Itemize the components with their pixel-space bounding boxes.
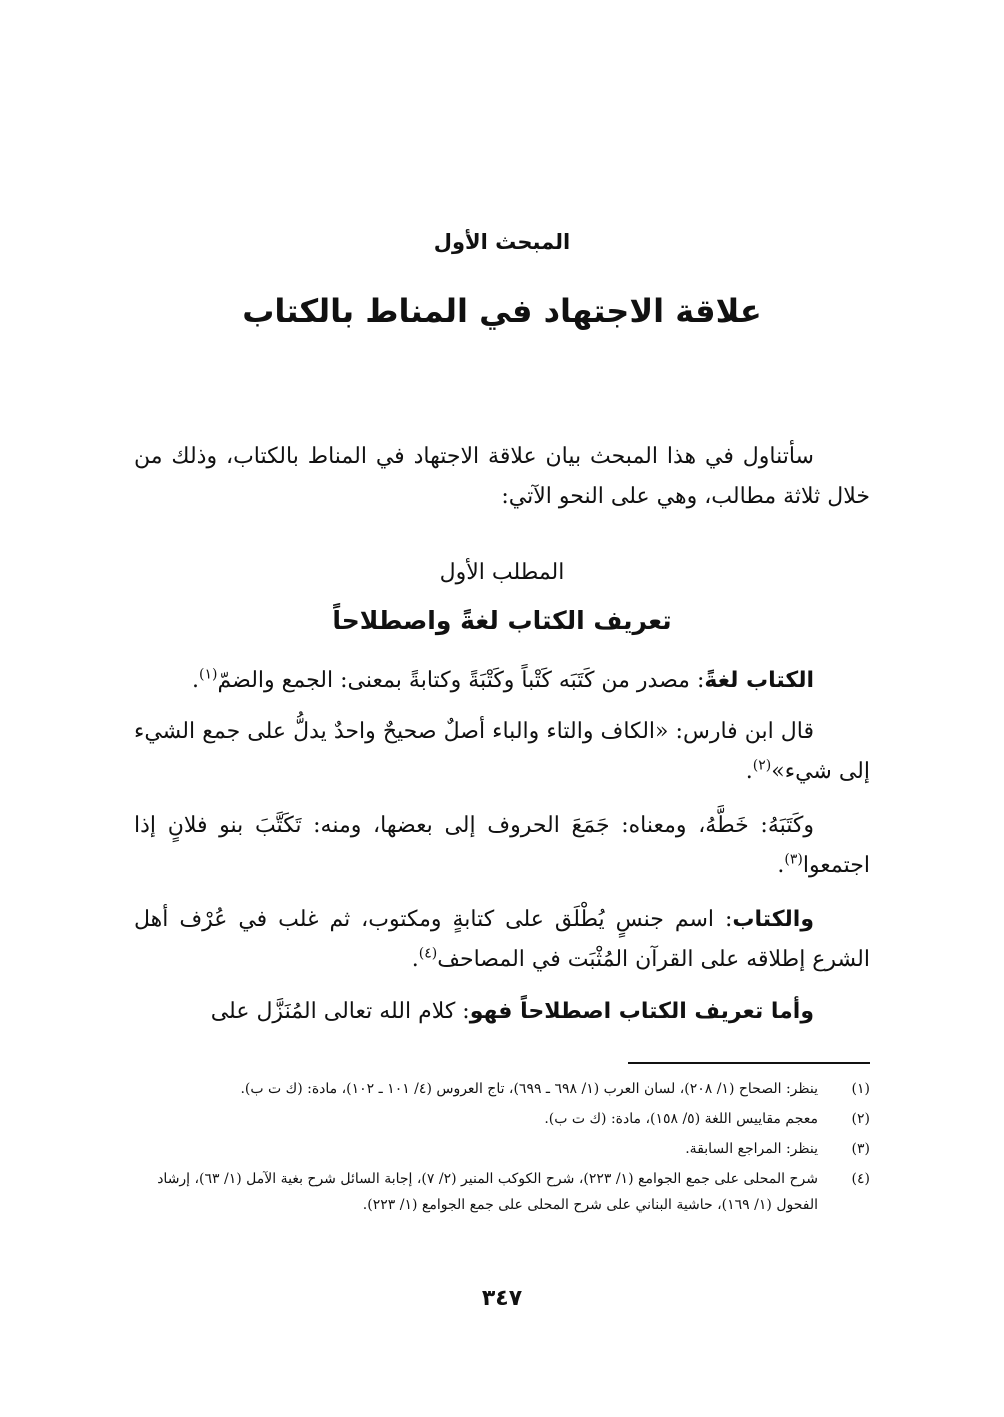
intro-paragraph: سأتناول في هذا المبحث بيان علاقة الاجتهاد في المناط بالكتاب، وذلك من خلال ثلاثة مطالب، وهي على النحو الآتي: bbox=[134, 444, 870, 509]
footnote-2 bbox=[134, 1106, 870, 1132]
chapter-label: المبحث الأول bbox=[433, 230, 571, 254]
section-title: تعريف الكتاب لغةً واصطلاحاً bbox=[332, 606, 672, 635]
footnote-number: (١) bbox=[851, 1081, 870, 1097]
paragraph-linguistic-definition bbox=[134, 661, 870, 701]
footnote-1 bbox=[134, 1076, 870, 1102]
footnote-ref-2[interactable]: (٢) bbox=[752, 757, 772, 774]
paragraph-text: : مصدر من كَتَبَه كَتْباً وكَتْبَةً وكتابةً بمعنى: الجمع والضمّ bbox=[217, 668, 705, 693]
footnotes bbox=[134, 1076, 870, 1222]
paragraph-end: . bbox=[777, 853, 785, 878]
footnote-4 bbox=[134, 1166, 870, 1218]
paragraph-text: : اسم جنسٍ يُطْلَق على كتابةٍ ومكتوب، ثم غلب في عُرْف أهل الشرع إطلاقه على القرآن المُثْبَت في المصاحف bbox=[134, 907, 870, 972]
footnote-number: (٢) bbox=[851, 1111, 870, 1127]
footnote-ref-4[interactable]: (٤) bbox=[418, 945, 438, 962]
paragraph-text: : كلام الله تعالى المُنَزَّل على bbox=[210, 999, 470, 1024]
footnote-ref-3[interactable]: (٣) bbox=[784, 851, 803, 868]
footnote-text: شرح المحلى على جمع الجوامع (١/ ٢٢٣)، شرح الكوكب المنير (٢/ ٧)، إجابة السائل شرح بغية الآمل (١/ ٦٣)، إرشاد الفحول (١/ ١٦٩)، حاشية البناني على شرح المحلى على جمع الجوامع (١/ ٢٢٣). bbox=[157, 1171, 818, 1213]
footnote-text: ينظر: الصحاح (١/ ٢٠٨)، لسان العرب (١/ ٦٩٨ ـ ٦٩٩)، تاج العروس (٤/ ١٠١ ـ ١٠٢)، مادة: (ك ت ب). bbox=[240, 1081, 818, 1097]
paragraph-text: وكَتَبَهُ: خَطَّهُ، ومعناه: جَمَعَ الحروف إلى بعضها، ومنه: تَكَتَّبَ بنو فلانٍ إذا اجتمعوا bbox=[134, 813, 870, 878]
term-technical-definition: وأما تعريف الكتاب اصطلاحاً فهو bbox=[469, 999, 814, 1024]
paragraph-katabahu bbox=[134, 806, 870, 886]
footnote-text: ينظر: المراجع السابقة. bbox=[685, 1141, 818, 1157]
term-kitab-lughatan: الكتاب لغةً bbox=[704, 668, 814, 693]
paragraph-technical-definition bbox=[134, 992, 870, 1032]
section-label: المطلب الأول bbox=[439, 560, 565, 585]
page-number: ٣٤٧ bbox=[481, 1286, 523, 1311]
paragraph-ibn-faris bbox=[134, 712, 870, 792]
footnote-text: معجم مقاييس اللغة (٥/ ١٥٨)، مادة: (ك ت ب). bbox=[544, 1111, 818, 1127]
footnote-separator bbox=[628, 1062, 870, 1064]
paragraph-al-kitab bbox=[134, 900, 870, 980]
footnote-number: (٤) bbox=[851, 1171, 870, 1187]
footnote-number: (٣) bbox=[851, 1141, 870, 1157]
footnote-3 bbox=[134, 1136, 870, 1162]
footnote-ref-1[interactable]: (١) bbox=[199, 666, 218, 683]
term-al-kitab: والكتاب bbox=[732, 907, 814, 932]
chapter-title: علاقة الاجتهاد في المناط بالكتاب bbox=[242, 292, 762, 330]
paragraph-end: . bbox=[745, 759, 753, 784]
paragraph-end: . bbox=[192, 668, 200, 693]
paragraph-end: . bbox=[411, 947, 419, 972]
paragraph-text: قال ابن فارس: «الكاف والتاء والباء أصلٌ صحيحٌ واحدٌ يدلُّ على جمع الشيء إلى شيء» bbox=[134, 719, 870, 784]
